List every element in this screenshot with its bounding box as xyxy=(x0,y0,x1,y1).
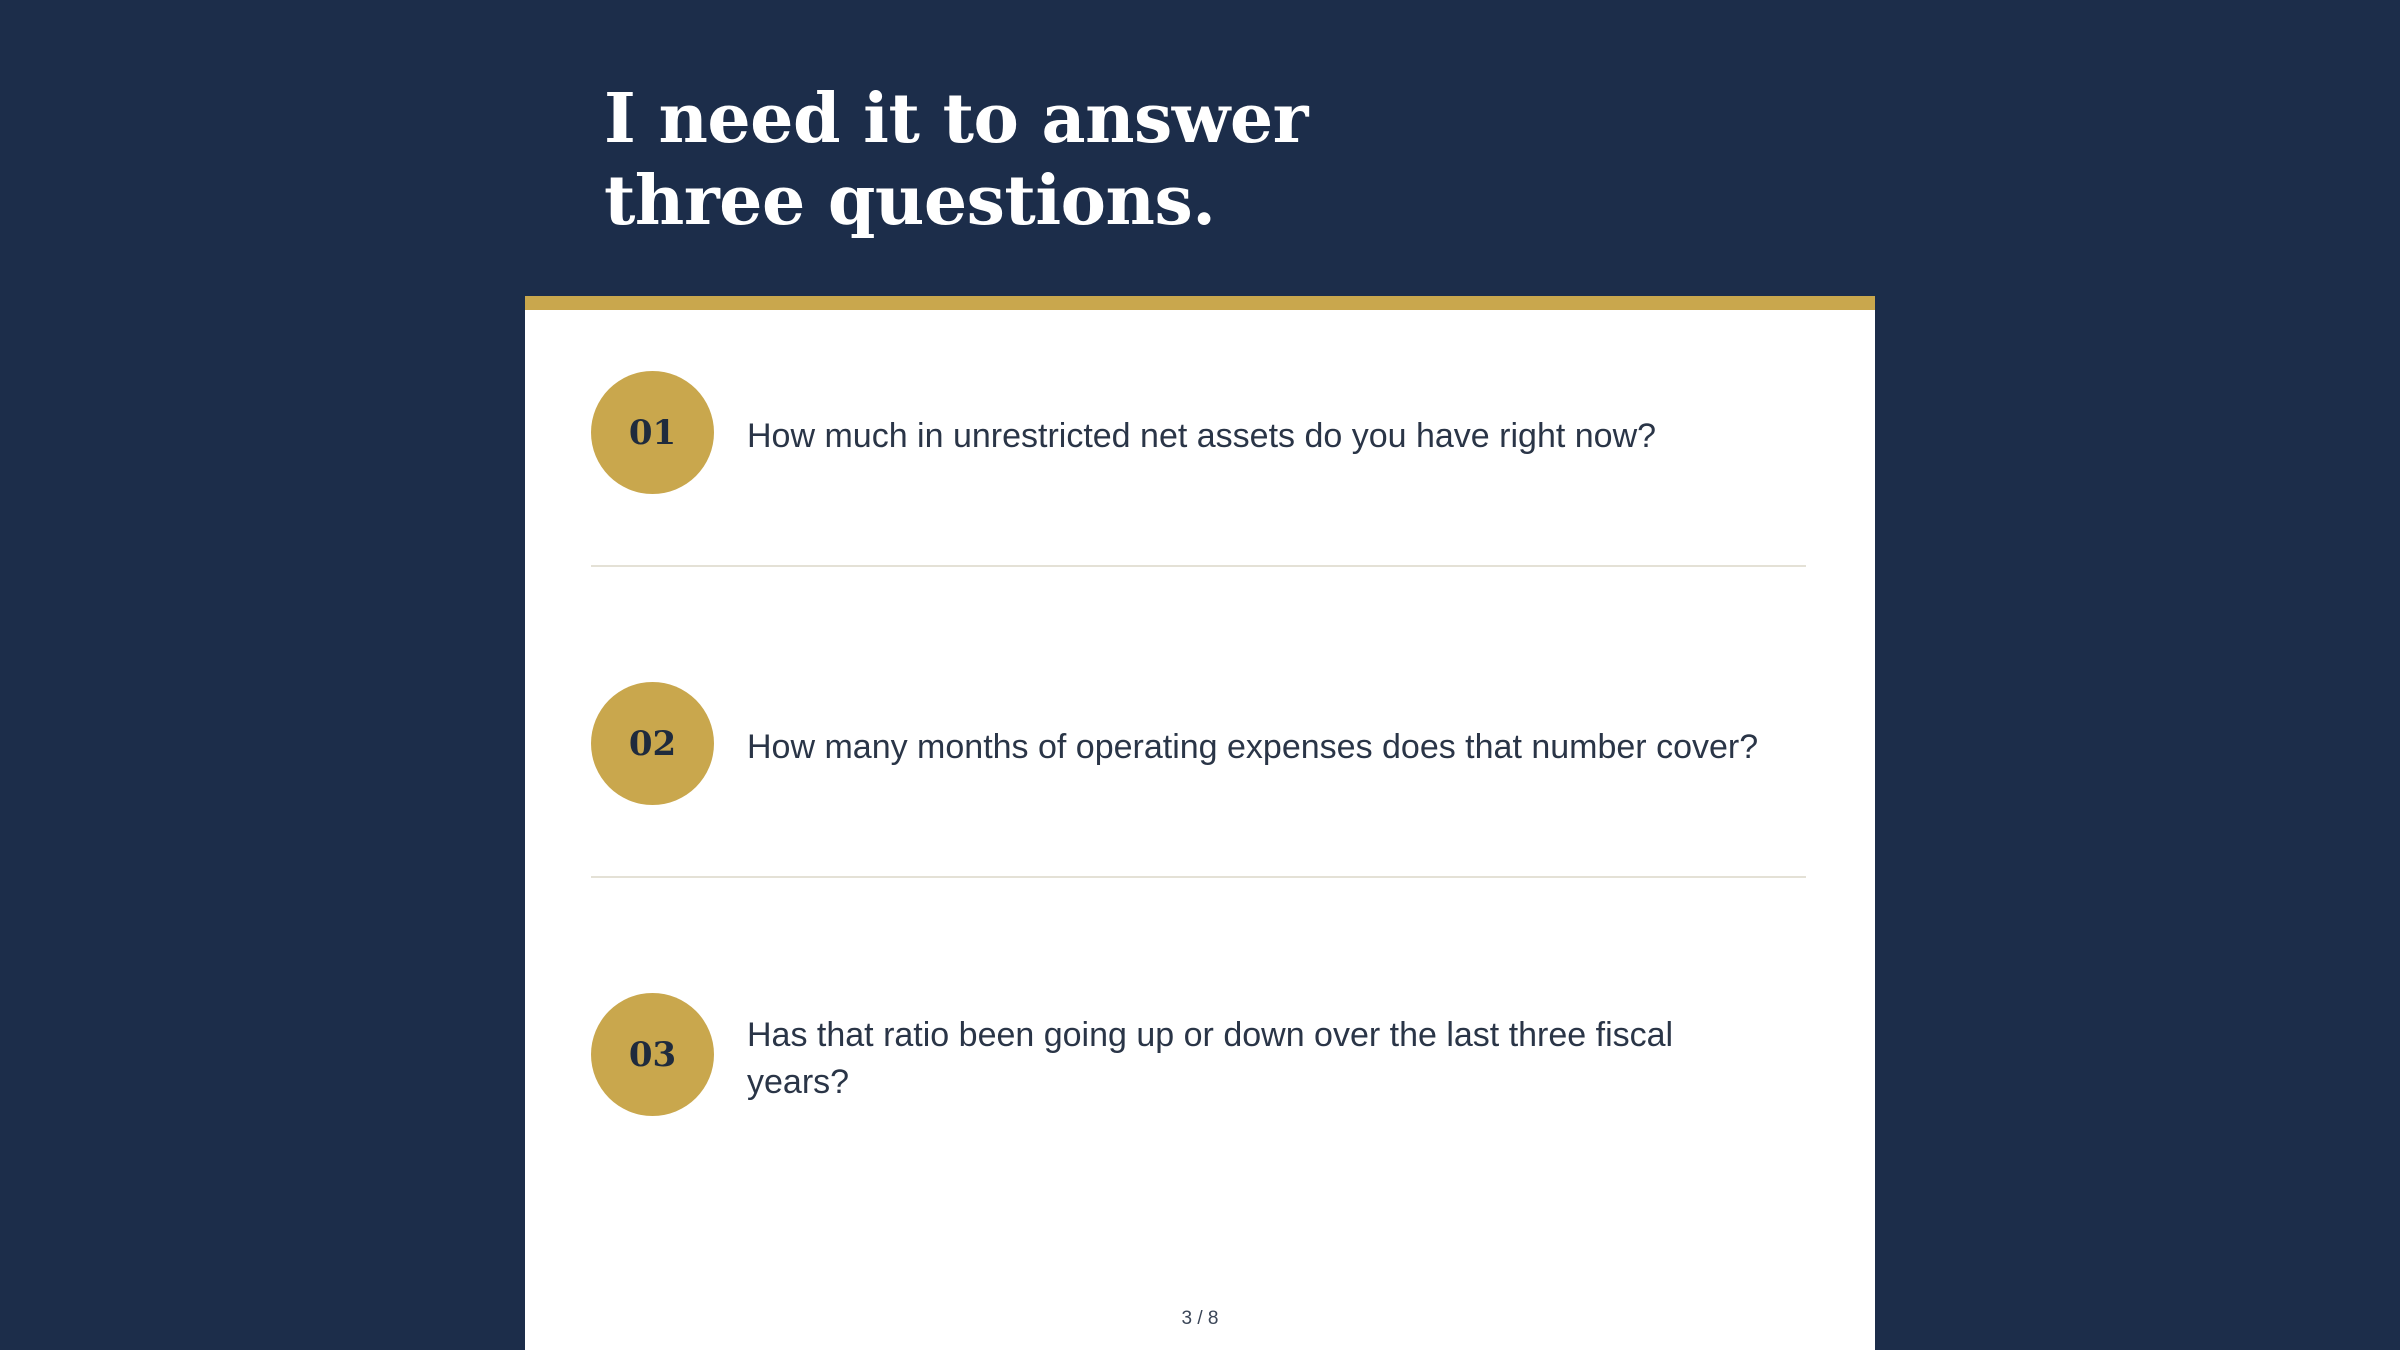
question-number-badge: 01 xyxy=(591,371,714,494)
slide-title-line-1: I need it to answer xyxy=(604,79,1308,159)
slide-title xyxy=(604,78,1504,242)
divider xyxy=(591,876,1806,878)
question-item-3 xyxy=(591,993,1831,1116)
question-item-2 xyxy=(591,682,1831,805)
slide-title-line-2: three questions. xyxy=(604,161,1216,241)
divider xyxy=(591,565,1806,567)
question-text: How much in unrestricted net assets do you have right now? xyxy=(747,417,1657,455)
questions-card xyxy=(525,296,1875,1350)
question-number-badge: 03 xyxy=(591,993,714,1116)
question-text: How many months of operating expenses does that number cover? xyxy=(747,728,1759,766)
question-item-1 xyxy=(591,371,1831,494)
question-text: Has that ratio been going up or down over the last three fiscal years? xyxy=(747,1015,1674,1101)
page-indicator: 3 / 8 xyxy=(1181,1308,1219,1329)
question-number-badge: 02 xyxy=(591,682,714,805)
